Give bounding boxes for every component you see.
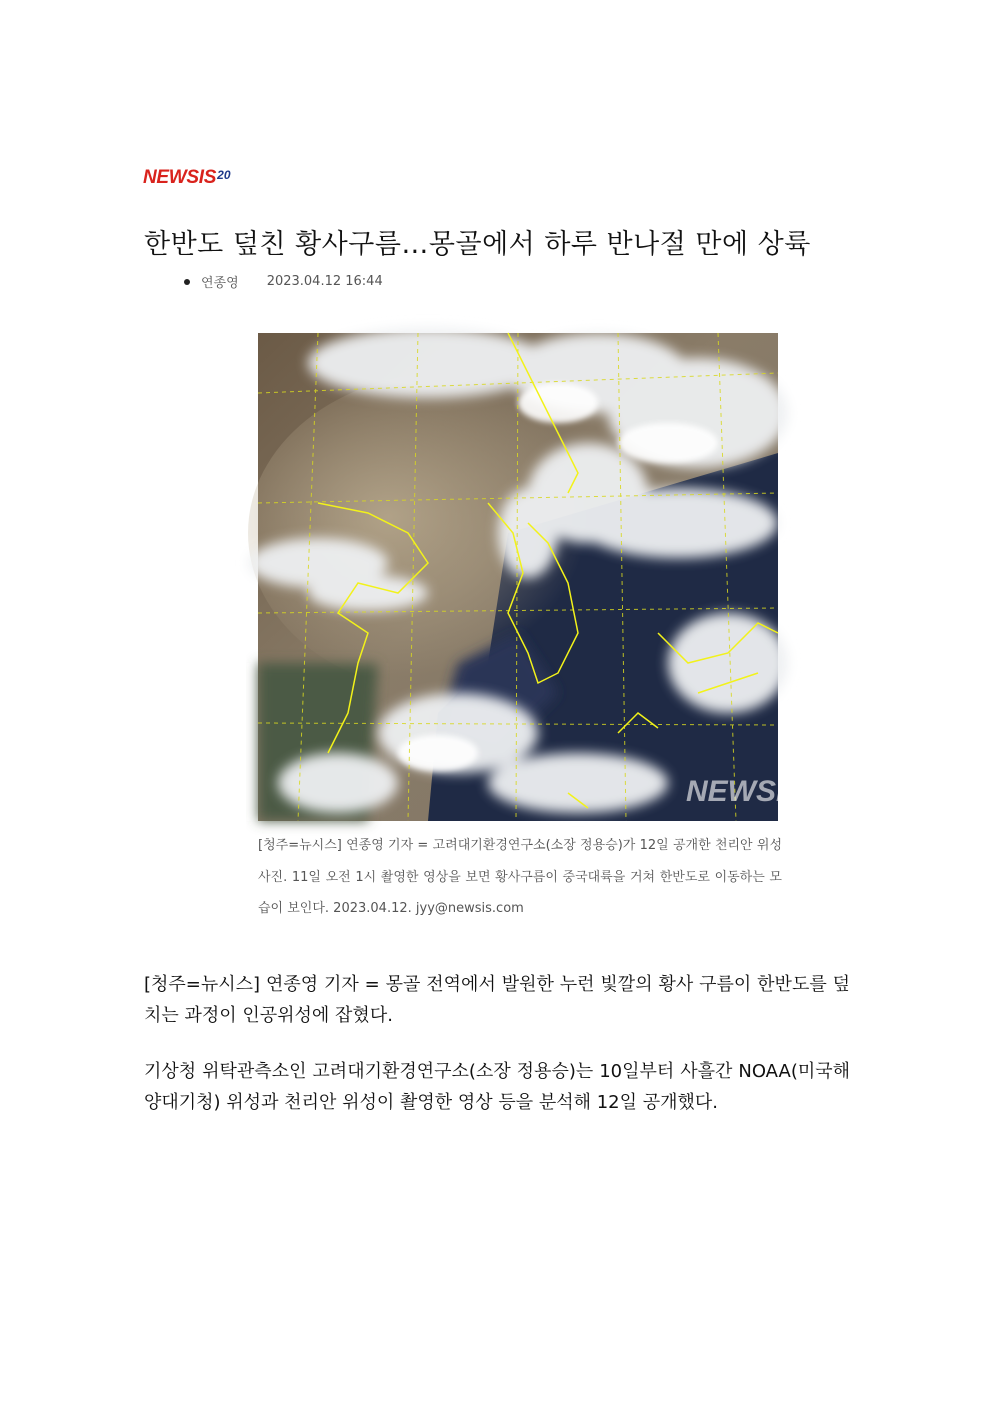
logo-anniversary-mark: 20 <box>217 168 231 182</box>
body-paragraph-1: [청주=뉴시스] 연종영 기자 = 몽골 전역에서 발원한 누런 빛깔의 황사 구름이 한반도를 덮치는 과정이 인공위성에 잡혔다. <box>144 974 850 1026</box>
photo-caption: [청주=뉴시스] 연종영 기자 = 고려대기환경연구소(소장 정용승)가 12일 공개한 천리안 위성사진. 11일 오전 1시 촬영한 영상을 보면 황사구름이 중국대륙을 거쳐 한반도로 이동하는 모습이 보인다. 2023.04.12. jyy@newsis.com <box>258 838 782 916</box>
satellite-photo[interactable] <box>258 333 805 821</box>
logo-wordmark: NEWSIS <box>143 167 217 188</box>
author-name[interactable]: 연종영 <box>201 276 239 291</box>
watermark-text: NEWSIS <box>686 775 805 808</box>
article-headline: 한반도 덮친 황사구름…몽골에서 하루 반나절 만에 상륙 <box>144 229 811 260</box>
body-paragraph-2: 기상청 위탁관측소인 고려대기환경연구소(소장 정용승)는 10일부터 사흘간 NOAA(미국해양대기청) 위성과 천리안 위성이 촬영한 영상 등을 분석해 12일 공개했다. <box>144 1061 850 1113</box>
byline <box>184 272 383 291</box>
publish-datetime: 2023.04.12 16:44 <box>266 274 383 289</box>
newsis-logo[interactable] <box>143 168 231 188</box>
bullet-icon <box>184 279 190 285</box>
satellite-image <box>258 333 805 821</box>
